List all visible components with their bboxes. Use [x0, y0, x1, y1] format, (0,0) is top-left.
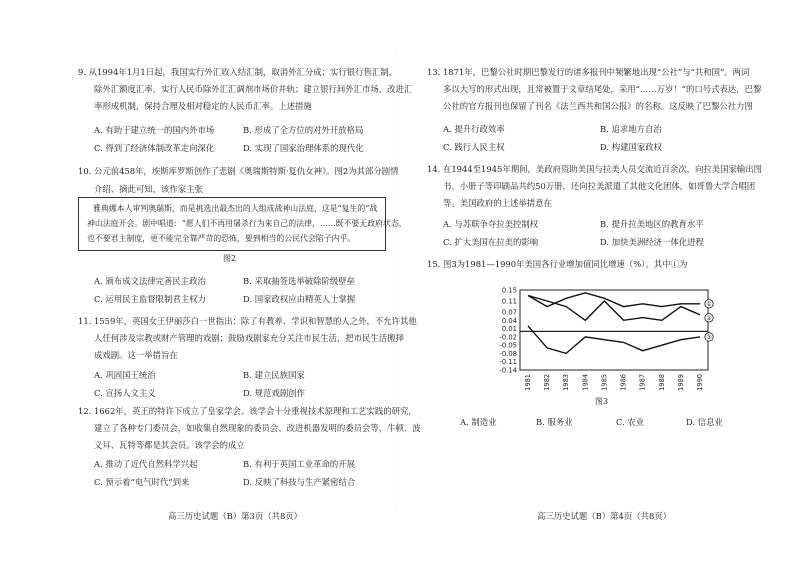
left-page-footer: 高三历史试题（B）第3页（共8页）: [168, 511, 303, 521]
chart-x-tick-label: 1982: [543, 374, 552, 391]
chart-y-tick-label: -0.11: [499, 358, 517, 367]
q9-text-1: 9. 从1994年1月1日起，我国实行外汇收入结汇制，取消外汇分成；实行银行售汇制，: [78, 67, 397, 77]
chart-x-tick-label: 1987: [638, 374, 647, 391]
chart-y-tick-label: 0.07: [501, 308, 517, 317]
q10-quote-line-1: 雅典娜本人审判奥瑞斯，而是挑选出最杰出的人组成战神山法庭，这是“复生的”战: [93, 204, 378, 213]
q9-text-3: 率形成机制，保持合理及相对稳定的人民币汇率。上述措施: [94, 101, 312, 111]
q13-text-2: 多以大写的形式出现，且常被置于文章结尾处，采用“……万岁！”的口号式表达，巴黎: [443, 84, 762, 94]
q10-quote-line-2: 神山法庭开会。剧中唱道：“愿人们不再用屠杀行为来自己的法律，……既不要无政府状态，: [87, 219, 407, 228]
q11-text-1: 11. 1559年，英国女王伊丽莎白一世指出：除了有教养、学识和智慧的人之外，不允许其他: [78, 316, 417, 326]
q12-option-c[interactable]: C. 预示着“电气时代”到来: [94, 477, 190, 487]
q13-option-b[interactable]: B. 追求地方自治: [600, 124, 662, 134]
chart-x-tick-label: 1990: [696, 374, 704, 391]
q12-option-b[interactable]: B. 有利于英国工业革命的开展: [243, 459, 355, 469]
chart-series-line-1: [528, 293, 700, 307]
right-page-footer: 高三历史试题（B）第4页（共8页）: [537, 511, 672, 521]
q10-text-2: 介绍、摘此可知，该作家主张: [94, 184, 203, 194]
chart-y-tick-label: 0.04: [501, 316, 517, 325]
q9-option-a[interactable]: A. 有助于建立统一的国内外市场: [94, 125, 215, 135]
chart-y-tick-label: -0.14: [499, 366, 517, 375]
chart-series-line-3: [528, 326, 700, 354]
q14-text-2: 书、小册子等印刷品共约50万册，还向拉美派遣了其他文化团体，如哥鲁大学合唱团: [443, 181, 756, 191]
series-2-label: ②: [706, 315, 712, 323]
q11-text-3: 成戏剧。这一举措旨在: [94, 350, 178, 360]
q10-option-c[interactable]: C. 运用民主监督限制君主权力: [94, 294, 206, 304]
q10-option-d[interactable]: D. 国家政权应由精英人士掌握: [243, 294, 356, 304]
chart-y-tick-label: 0.15: [501, 286, 517, 295]
q11-option-d[interactable]: D. 规范戏剧创作: [243, 388, 305, 398]
q15-option-b[interactable]: B. 服务业: [536, 417, 573, 427]
q11-text-2: 人任何涉及宗教或财产管理的戏剧；鼓励戏剧家充分关注市民生活，把市民生活搬择: [94, 333, 404, 343]
q12-text-1: 12. 1662年，英王的特许下成立了皇家学会。该学会十分重视技术原理和工艺实践的研究，: [78, 406, 417, 416]
q14-option-c[interactable]: C. 扩大美国在拉美的影响: [443, 237, 539, 247]
series-1-label: ①: [706, 301, 712, 309]
q13-option-d[interactable]: D. 构建国家政权: [600, 142, 662, 152]
q11-option-b[interactable]: B. 建立民族国家: [243, 370, 305, 380]
q12-text-3: 义耳、瓦特等都是其会员。该学会的成立: [94, 440, 245, 450]
q15-option-a[interactable]: A. 制造业: [460, 417, 497, 427]
q9-text-2: 除外汇额度汇率，实行人民币除外汇汇调剂市场价并轨；建立银行间外汇市场，改进汇: [94, 84, 413, 94]
q12-text-2: 建立了各种专门委员会，如收集自然现象的委员会、改进机器发明的委员会等，牛顿、波: [94, 423, 421, 433]
q11-option-c[interactable]: C. 宣扬人文主义: [94, 388, 156, 398]
q14-text-3: 等。美国政府的上述举措意在: [443, 198, 552, 208]
chart-series-line-2: [528, 296, 700, 321]
q12-option-d[interactable]: D. 反映了科技与生产紧密结合: [243, 477, 356, 487]
q13-option-a[interactable]: A. 提升行政效率: [443, 124, 505, 134]
q12-option-a[interactable]: A. 推动了近代自然科学兴起: [94, 459, 198, 469]
q14-option-b[interactable]: B. 提升拉美地区的教育水平: [600, 219, 704, 229]
q15-option-c[interactable]: C. 农业: [616, 417, 645, 427]
q13-text-1: 13. 1871年，巴黎公社时期巴黎发行的诸多报刊中频繁地出现“公社”与“共和国”。两词: [427, 67, 750, 77]
figure-3-caption: 图3: [595, 397, 609, 406]
chart-y-tick-label: -0.05: [499, 341, 517, 350]
q9-option-c[interactable]: C. 得到了经济体制改革走向深化: [94, 143, 215, 153]
q10-option-a[interactable]: A. 颁布成文法律完善民主政治: [94, 276, 206, 286]
q10-quote-line-3: 也不要君主制度，更不能完全靠严苛的恐怖，要到相当的公民代会陷子内乎。: [87, 234, 356, 243]
chart-x-tick-label: 1989: [676, 374, 685, 391]
chart-y-tick-label: -0.02: [499, 333, 517, 342]
q9-option-d[interactable]: D. 实现了国家治理体系的现代化: [243, 143, 364, 153]
chart-y-tick-label: -0.08: [499, 349, 517, 358]
q13-text-3: 公社的官方报刊也保留了刊名《法兰西共和国公报》的名称。这反映了巴黎公社力图: [443, 101, 753, 111]
q13-option-c[interactable]: C. 践行人民主权: [443, 142, 505, 152]
figure-3-line-chart: [484, 286, 716, 392]
chart-x-tick-label: 1988: [657, 374, 666, 391]
q14-text-1: 14. 在1944至1945年期间，美政府资助美国与拉美人员交流近百余次，向拉美国家输出图: [427, 164, 762, 174]
q10-text-1: 10. 公元前458年，埃斯库罗斯创作了悲剧《奥瑞斯特斯·复仇女神》。图2为其部分剧情: [78, 166, 399, 176]
page-divider: [396, 50, 397, 510]
q14-option-d[interactable]: D. 加快美洲经济一体化进程: [600, 237, 704, 247]
chart-x-tick-label: 1986: [619, 374, 628, 391]
q9-option-b[interactable]: B. 形成了全方位的对外开放格局: [243, 125, 364, 135]
chart-y-tick-label: 0.11: [501, 297, 517, 306]
q14-option-a[interactable]: A. 与苏联争夺拉美控制权: [443, 219, 539, 229]
figure-2-caption: 图2: [223, 254, 237, 263]
series-3-label: ③: [706, 334, 712, 342]
q10-quote-box: [78, 197, 407, 251]
chart-y-tick-label: 0.01: [501, 325, 517, 334]
chart-x-tick-label: 1983: [562, 374, 571, 391]
chart-x-tick-label: 1984: [581, 374, 590, 391]
chart-x-tick-label: 1981: [524, 374, 532, 391]
q15-text-1: 15. 图3为1981—1990年美国各行业增加值同比增速（%）。其中①为: [427, 259, 688, 269]
q15-option-d[interactable]: D. 信息业: [686, 417, 723, 427]
chart-x-tick-label: 1985: [600, 374, 609, 391]
q10-option-b[interactable]: B. 采取抽签选举破除阶级壁垒: [243, 276, 355, 286]
q11-option-a[interactable]: A. 巩固国王统治: [94, 370, 156, 380]
